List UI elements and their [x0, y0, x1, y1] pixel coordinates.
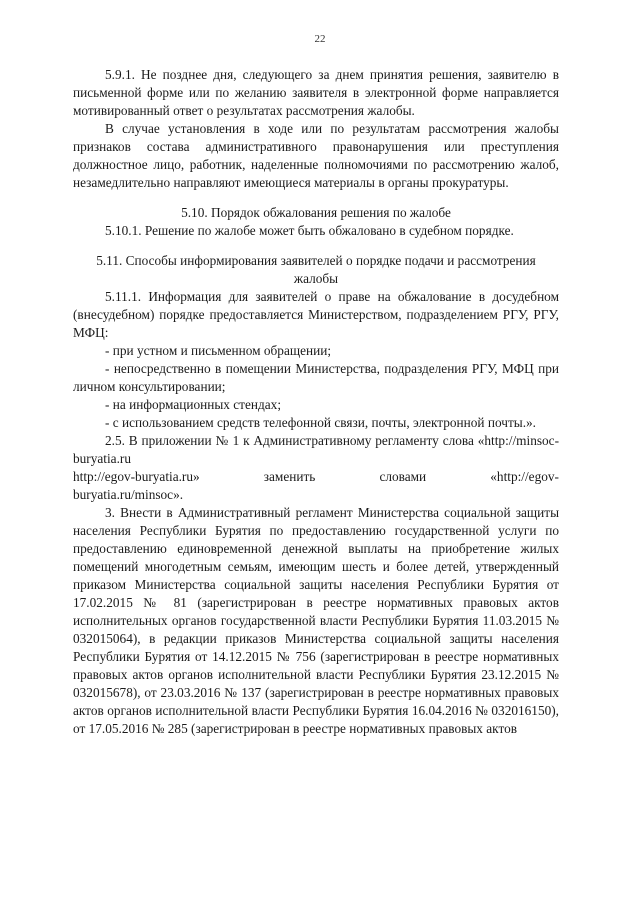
page-number: 22 [314, 33, 326, 45]
paragraph-prosecutor: В случае установления в ходе или по результатам рассмотрения жалобы признаков состава административного правонарушения или преступления должностное лицо, работник, наделенные полномочиями по рассмотрению жалоб, незамедлительно направляют имеющиеся материалы в органы прокуратуры. [73, 121, 559, 190]
paragraph-5-9-1: 5.9.1. Не позднее дня, следующего за днем принятия решения, заявителю в письменной форме или по желанию заявителя в электронной форме направляется мотивированный ответ о результатах рассмотрения жалобы. [73, 67, 559, 118]
word: словами [379, 469, 427, 484]
spacer [73, 240, 559, 252]
paragraph-2-5: 2.5. В приложении № 1 к Административному регламенту слова «http://minsoc-buryatia.ru [73, 433, 559, 466]
word: http://egov-buryatia.ru» [73, 469, 200, 484]
paragraph-5-11-1: 5.11.1. Информация для заявителей о праве на обжалование в досудебном (внесудебном) порядке предоставляется Министерством, подразделением РГУ, РГУ, МФЦ: [73, 289, 559, 340]
heading-5-11: 5.11. Способы информирования заявителей о порядке подачи и рассмотрения жалобы [96, 253, 536, 286]
word: «http://egov- [490, 469, 559, 484]
document-body [73, 66, 559, 738]
word: заменить [263, 469, 316, 484]
paragraph-3: 3. Внести в Административный регламент Министерства социальной защиты населения Республики Бурятия по предоставлению государственной услуги по предоставлению единовременной денежной выплаты на приобретение жилых помещений многодетным семьям, имеющим шесть и более детей, утвержденный приказом Министерства социальной защиты населения Республики Бурятия от 17.02.2015 № 81 (зарегистрирован в реестре нормативных правовых актов исполнительных органов государственной власти Республики Бурятия 11.03.2015 № 032015064), в редакции приказов Министерства социальной защиты населения Республики Бурятия от 14.12.2015 № 756 (зарегистрирован в реестре нормативных правовых актов органов исполнительной власти Республики Бурятия 23.12.2015 № 032015678), от 23.03.2016 № 137 (зарегистрирован в реестре нормативных правовых актов органов исполнительной власти Республики Бурятия 16.04.2016 № 032016150), от 17.05.2016 № 285 (зарегистрирован в реестре нормативных правовых актов [73, 505, 559, 736]
paragraph-2-5-continued [73, 468, 559, 486]
paragraph-5-10-1: 5.10.1. Решение по жалобе может быть обжаловано в судебном порядке. [105, 223, 514, 238]
spacer [73, 192, 559, 204]
list-item: - на информационных стендах; [105, 397, 282, 412]
list-item: - с использованием средств телефонной связи, почты, электронной почты.». [105, 415, 537, 430]
paragraph-2-5-end: buryatia.ru/minsoc». [73, 487, 184, 502]
heading-5-10: 5.10. Порядок обжалования решения по жалобе [181, 205, 451, 220]
list-item: - непосредственно в помещении Министерства, подразделения РГУ, МФЦ при личном консультировании; [73, 361, 559, 394]
list-item: - при устном и письменном обращении; [105, 343, 332, 358]
